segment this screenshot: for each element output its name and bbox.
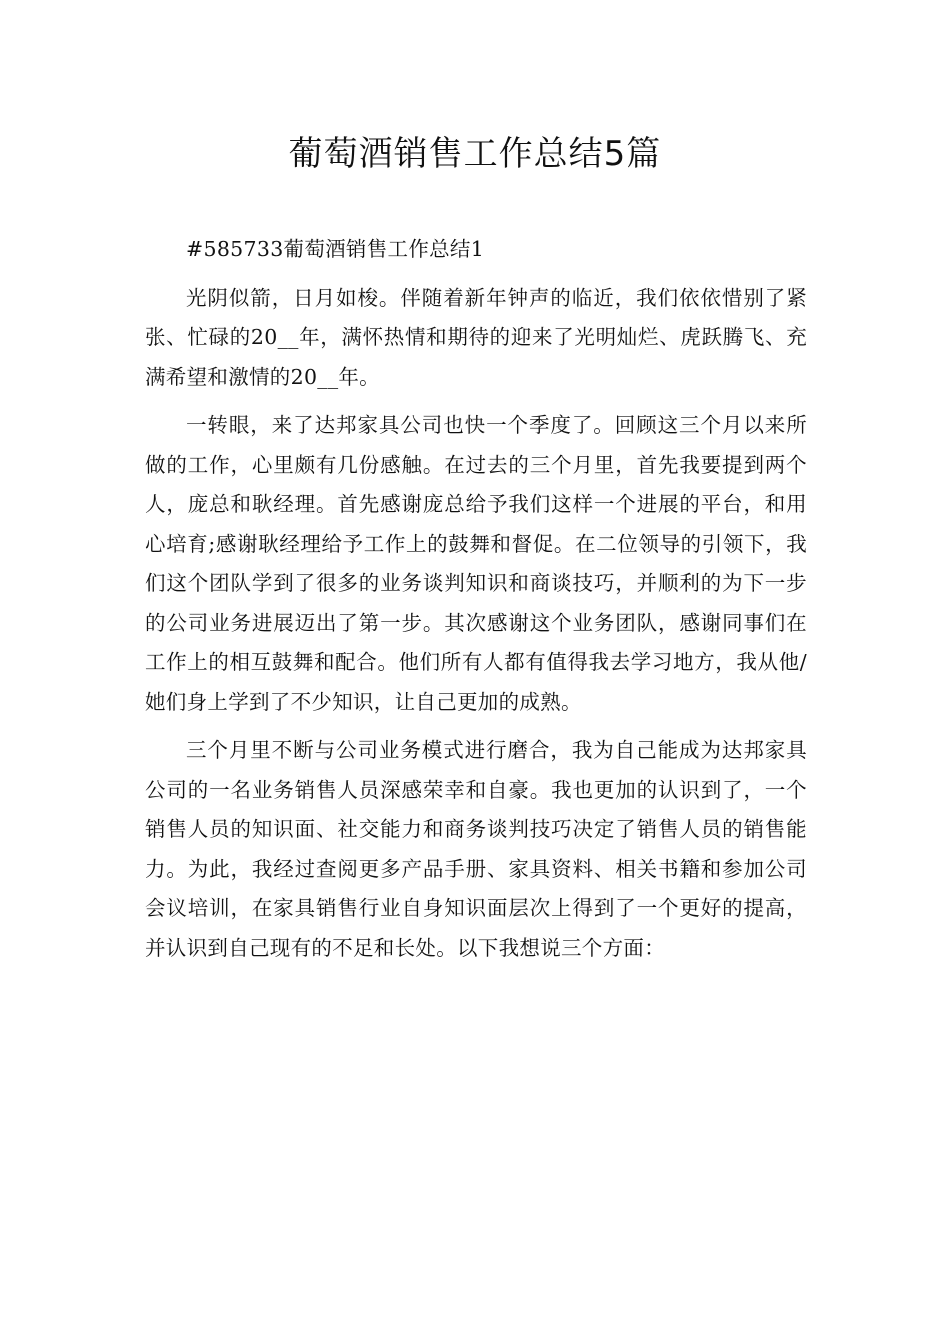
section-heading: #585733葡萄酒销售工作总结1 [186, 237, 485, 261]
document-body [145, 230, 807, 977]
paragraph-3: 三个月里不断与公司业务模式进行磨合，我为自己能成为达邦家具公司的一名业务销售人员深感荣幸和自豪。我也更加的认识到了，一个销售人员的知识面、社交能力和商务谈判技巧决定了销售人员的销售能力。为此，我经过查阅更多产品手册、家具资料、相关书籍和参加公司会议培训，在家具销售行业自身知识面层次上得到了一个更好的提高，并认识到自己现有的不足和长处。以下我想说三个方面： [145, 738, 807, 960]
paragraph-2: 一转眼，来了达邦家具公司也快一个季度了。回顾这三个月以来所做的工作，心里颇有几份感触。在过去的三个月里，首先我要提到两个人，庞总和耿经理。首先感谢庞总给予我们这样一个进展的平台，和用心培育;感谢耿经理给予工作上的鼓舞和督促。在二位领导的引领下，我们这个团队学到了很多的业务谈判知识和商谈技巧，并顺利的为下一步的公司业务进展迈出了第一步。其次感谢这个业务团队，感谢同事们在工作上的相互鼓舞和配合。他们所有人都有值得我去学习地方，我从他/她们身上学到了不少知识，让自己更加的成熟。 [145, 413, 807, 714]
document-title: 葡萄酒销售工作总结5篇 [288, 134, 662, 174]
paragraph-1: 光阴似箭，日月如梭。伴随着新年钟声的临近，我们依依惜别了紧张、忙碌的20__年，满怀热情和期待的迎来了光明灿烂、虎跃腾飞、充满希望和激情的20__年。 [145, 285, 807, 389]
